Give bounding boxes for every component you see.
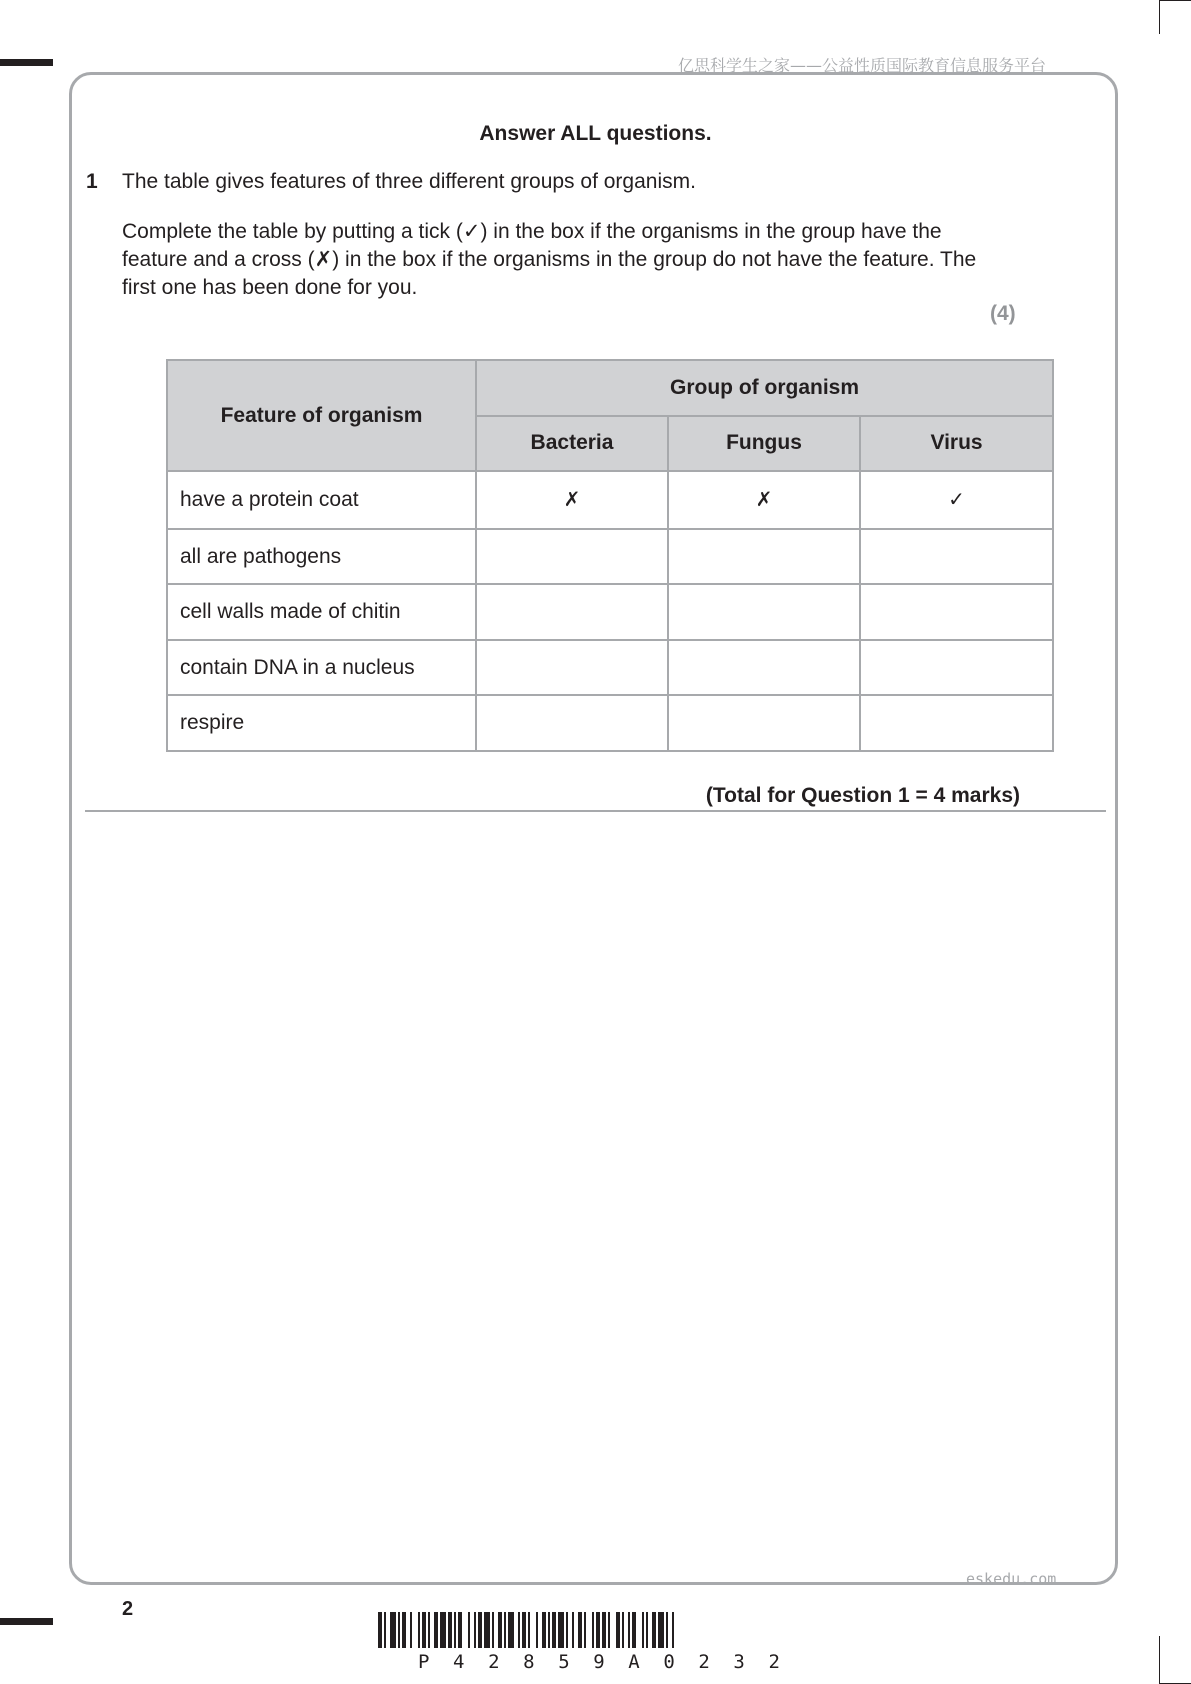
barcode-char: 8 bbox=[523, 1651, 535, 1673]
barcode-bar bbox=[616, 1612, 620, 1648]
barcode-bar bbox=[498, 1612, 502, 1648]
group-column-header: Group of organism bbox=[476, 360, 1053, 416]
barcode-bar bbox=[522, 1612, 526, 1648]
answer-cell-fungus[interactable] bbox=[668, 584, 860, 640]
barcode-bar bbox=[390, 1612, 396, 1648]
registration-mark-bottom bbox=[0, 1618, 53, 1625]
barcode-bar bbox=[454, 1612, 456, 1648]
barcode-bar bbox=[474, 1612, 476, 1648]
barcode-bar bbox=[458, 1612, 462, 1648]
barcode-bar bbox=[596, 1612, 600, 1648]
barcode-bar bbox=[584, 1612, 586, 1648]
barcode-bar bbox=[398, 1612, 400, 1648]
answer-cell-fungus: ✗ bbox=[668, 471, 860, 529]
column-header-bacteria: Bacteria bbox=[476, 416, 668, 472]
barcode-bar bbox=[422, 1612, 426, 1648]
barcode-bar bbox=[628, 1612, 630, 1648]
barcode-char: 9 bbox=[593, 1651, 605, 1673]
question-total: (Total for Question 1 = 4 marks) bbox=[705, 784, 1020, 807]
barcode-bar bbox=[622, 1612, 624, 1648]
barcode-bar bbox=[492, 1612, 494, 1648]
answer-cell-bacteria: ✗ bbox=[476, 471, 668, 529]
table-row bbox=[167, 471, 1053, 529]
feature-cell: respire bbox=[167, 695, 476, 751]
barcode-bar bbox=[440, 1612, 446, 1648]
answer-cell-bacteria[interactable] bbox=[476, 640, 668, 696]
feature-cell: cell walls made of chitin bbox=[167, 584, 476, 640]
barcode-bar bbox=[518, 1612, 520, 1648]
barcode-bar bbox=[592, 1612, 594, 1648]
feature-cell: have a protein coat bbox=[167, 471, 476, 529]
barcode-bar bbox=[578, 1612, 582, 1648]
barcode-bar bbox=[566, 1612, 568, 1648]
crop-mark-top-right-horizontal bbox=[1159, 0, 1191, 1]
barcode-bar bbox=[448, 1612, 452, 1648]
feature-cell: contain DNA in a nucleus bbox=[167, 640, 476, 696]
watermark-top: 亿思科学生之家——公益性质国际教育信息服务平台 bbox=[678, 56, 1047, 75]
table-row bbox=[167, 529, 1053, 585]
answer-cell-fungus[interactable] bbox=[668, 529, 860, 585]
question-marks: (4) bbox=[990, 302, 1016, 325]
column-header-virus: Virus bbox=[860, 416, 1053, 472]
answer-cell-bacteria[interactable] bbox=[476, 584, 668, 640]
barcode-bar bbox=[384, 1612, 386, 1648]
barcode-char: 2 bbox=[488, 1651, 500, 1673]
answer-cell-bacteria[interactable] bbox=[476, 695, 668, 751]
crop-mark-bottom-right-vertical bbox=[1159, 1636, 1160, 1684]
barcode-bar bbox=[652, 1612, 656, 1648]
barcode-bar bbox=[602, 1612, 606, 1648]
question-number: 1 bbox=[86, 170, 98, 193]
barcode-bar bbox=[558, 1612, 564, 1648]
barcode-bar bbox=[642, 1612, 644, 1648]
barcode bbox=[378, 1612, 810, 1648]
barcode-bar bbox=[434, 1612, 438, 1648]
feature-column-header: Feature of organism bbox=[167, 360, 476, 471]
answer-cell-virus[interactable] bbox=[860, 529, 1053, 585]
barcode-bar bbox=[658, 1612, 664, 1648]
feature-cell: all are pathogens bbox=[167, 529, 476, 585]
barcode-char: 5 bbox=[558, 1651, 570, 1673]
barcode-text bbox=[418, 1651, 780, 1673]
page-number: 2 bbox=[122, 1598, 134, 1620]
barcode-char: 2 bbox=[698, 1651, 710, 1673]
barcode-bar bbox=[608, 1612, 610, 1648]
barcode-char: A bbox=[628, 1651, 640, 1673]
barcode-bar bbox=[672, 1612, 674, 1648]
answer-cell-virus[interactable] bbox=[860, 640, 1053, 696]
barcode-bar bbox=[418, 1612, 420, 1648]
barcode-char: 0 bbox=[663, 1651, 675, 1673]
barcode-bar bbox=[552, 1612, 556, 1648]
barcode-char: 3 bbox=[733, 1651, 745, 1673]
barcode-char: P bbox=[418, 1651, 430, 1673]
table-header-row bbox=[167, 360, 1053, 416]
registration-mark-top bbox=[0, 59, 53, 66]
section-heading: Answer ALL questions. bbox=[479, 122, 712, 145]
table-row bbox=[167, 640, 1053, 696]
barcode-bar bbox=[428, 1612, 430, 1648]
question-text: The table gives features of three different groups of organism. bbox=[122, 170, 696, 193]
barcode-bar bbox=[542, 1612, 546, 1648]
barcode-bar bbox=[504, 1612, 506, 1648]
watermark-bottom: eskedu.com bbox=[966, 1570, 1057, 1588]
question-instruction: Complete the table by putting a tick (✓) in the box if the organisms in the group have the feature and a cross (✗) in the box if the organisms in the group do not have the feature. The first one has been done for you. bbox=[122, 220, 977, 299]
answer-cell-virus[interactable] bbox=[860, 584, 1053, 640]
barcode-bar bbox=[548, 1612, 550, 1648]
barcode-bar bbox=[484, 1612, 490, 1648]
barcode-bar bbox=[572, 1612, 574, 1648]
table-row bbox=[167, 695, 1053, 751]
barcode-bar bbox=[632, 1612, 636, 1648]
barcode-bar bbox=[528, 1612, 530, 1648]
answer-cell-fungus[interactable] bbox=[668, 640, 860, 696]
barcode-bar bbox=[402, 1612, 406, 1648]
barcode-bar bbox=[666, 1612, 668, 1648]
barcode-bar bbox=[508, 1612, 514, 1648]
answer-cell-virus: ✓ bbox=[860, 471, 1053, 529]
crop-mark-top-right-vertical bbox=[1159, 0, 1160, 34]
barcode-char: 4 bbox=[453, 1651, 465, 1673]
question-divider bbox=[85, 810, 1106, 812]
barcode-bar bbox=[478, 1612, 482, 1648]
barcode-bar bbox=[536, 1612, 538, 1648]
barcode-bar bbox=[410, 1612, 412, 1648]
barcode-bar bbox=[468, 1612, 470, 1648]
answer-cell-fungus[interactable] bbox=[668, 695, 860, 751]
answer-cell-bacteria[interactable] bbox=[476, 529, 668, 585]
barcode-bar bbox=[646, 1612, 648, 1648]
answer-cell-virus[interactable] bbox=[860, 695, 1053, 751]
barcode-char: 2 bbox=[768, 1651, 780, 1673]
table-row bbox=[167, 584, 1053, 640]
features-table bbox=[166, 359, 1054, 752]
column-header-fungus: Fungus bbox=[668, 416, 860, 472]
barcode-bar bbox=[378, 1612, 382, 1648]
